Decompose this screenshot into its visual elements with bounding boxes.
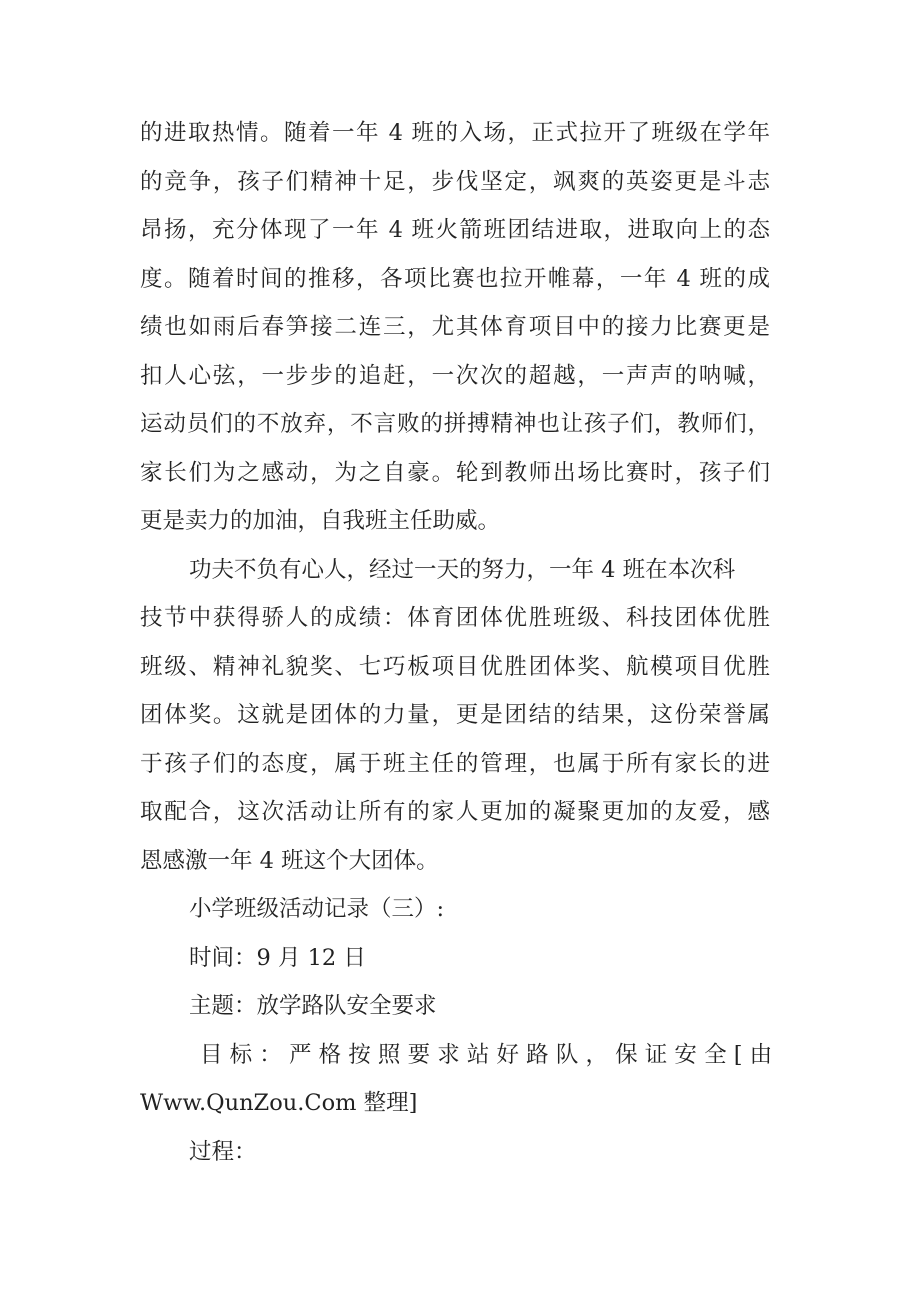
text-line: 取配合，这次活动让所有的家人更加的凝聚更加的友爱，感 (140, 799, 770, 825)
document-body (140, 109, 780, 1176)
text-line: 度。随着时间的推移，各项比赛也拉开帷幕，一年 4 班的成 (140, 265, 770, 292)
text-line: 更是卖力的加油，自我班主任助威。 (140, 508, 501, 534)
text-line: 班级、精神礼貌奖、七巧板项目优胜团体奖、航模项目优胜 (140, 653, 770, 680)
activity-goal: 目 标 ： 严 格 按 照 要 求 站 好 路 队 ， 保 证 安 全 [ 由 (200, 1041, 773, 1068)
text-line: 扣人心弦，一步步的追赶，一次次的超越，一声声的呐喊， (140, 362, 770, 389)
text-line: 的进取热情。随着一年 4 班的入场，正式拉开了班级在学年 (140, 120, 770, 146)
text-line: 家长们为之感动，为之自豪。轮到教师出场比赛时，孩子们 (140, 459, 770, 486)
text-line: 绩也如雨后春笋接二连三，尤其体育项目中的接力比赛更是 (140, 314, 770, 340)
text-line: 的竞争，孩子们精神十足，步伐坚定，飒爽的英姿更是斗志 (140, 168, 770, 195)
text-line: 运动员们的不放弃，不言败的拼搏精神也让孩子们，教师们， (140, 411, 770, 437)
activity-goal-continued: Www.QunZou.Com 整理] (140, 1090, 418, 1116)
text-line: 于孩子们的态度，属于班主任的管理，也属于所有家长的进 (140, 750, 770, 777)
text-line: 恩感激一年 4 班这个大团体。 (140, 847, 439, 874)
text-line: 昂扬，充分体现了一年 4 班火箭班团结进取，进取向上的态 (140, 217, 770, 243)
activity-process-label: 过程： (189, 1138, 257, 1165)
text-line: 技节中获得骄人的成绩：体育团体优胜班级、科技团体优胜 (140, 605, 770, 631)
text-line: 团体奖。这就是团体的力量，更是团结的结果，这份荣誉属 (140, 702, 770, 728)
activity-time: 时间：9 月 12 日 (189, 944, 366, 971)
activity-theme: 主题：放学路队安全要求 (189, 993, 437, 1019)
section-heading: 小学班级活动记录（三）: (189, 896, 445, 922)
paragraph-start-line: 功夫不负有心人，经过一天的努力，一年 4 班在本次科 (189, 556, 736, 583)
